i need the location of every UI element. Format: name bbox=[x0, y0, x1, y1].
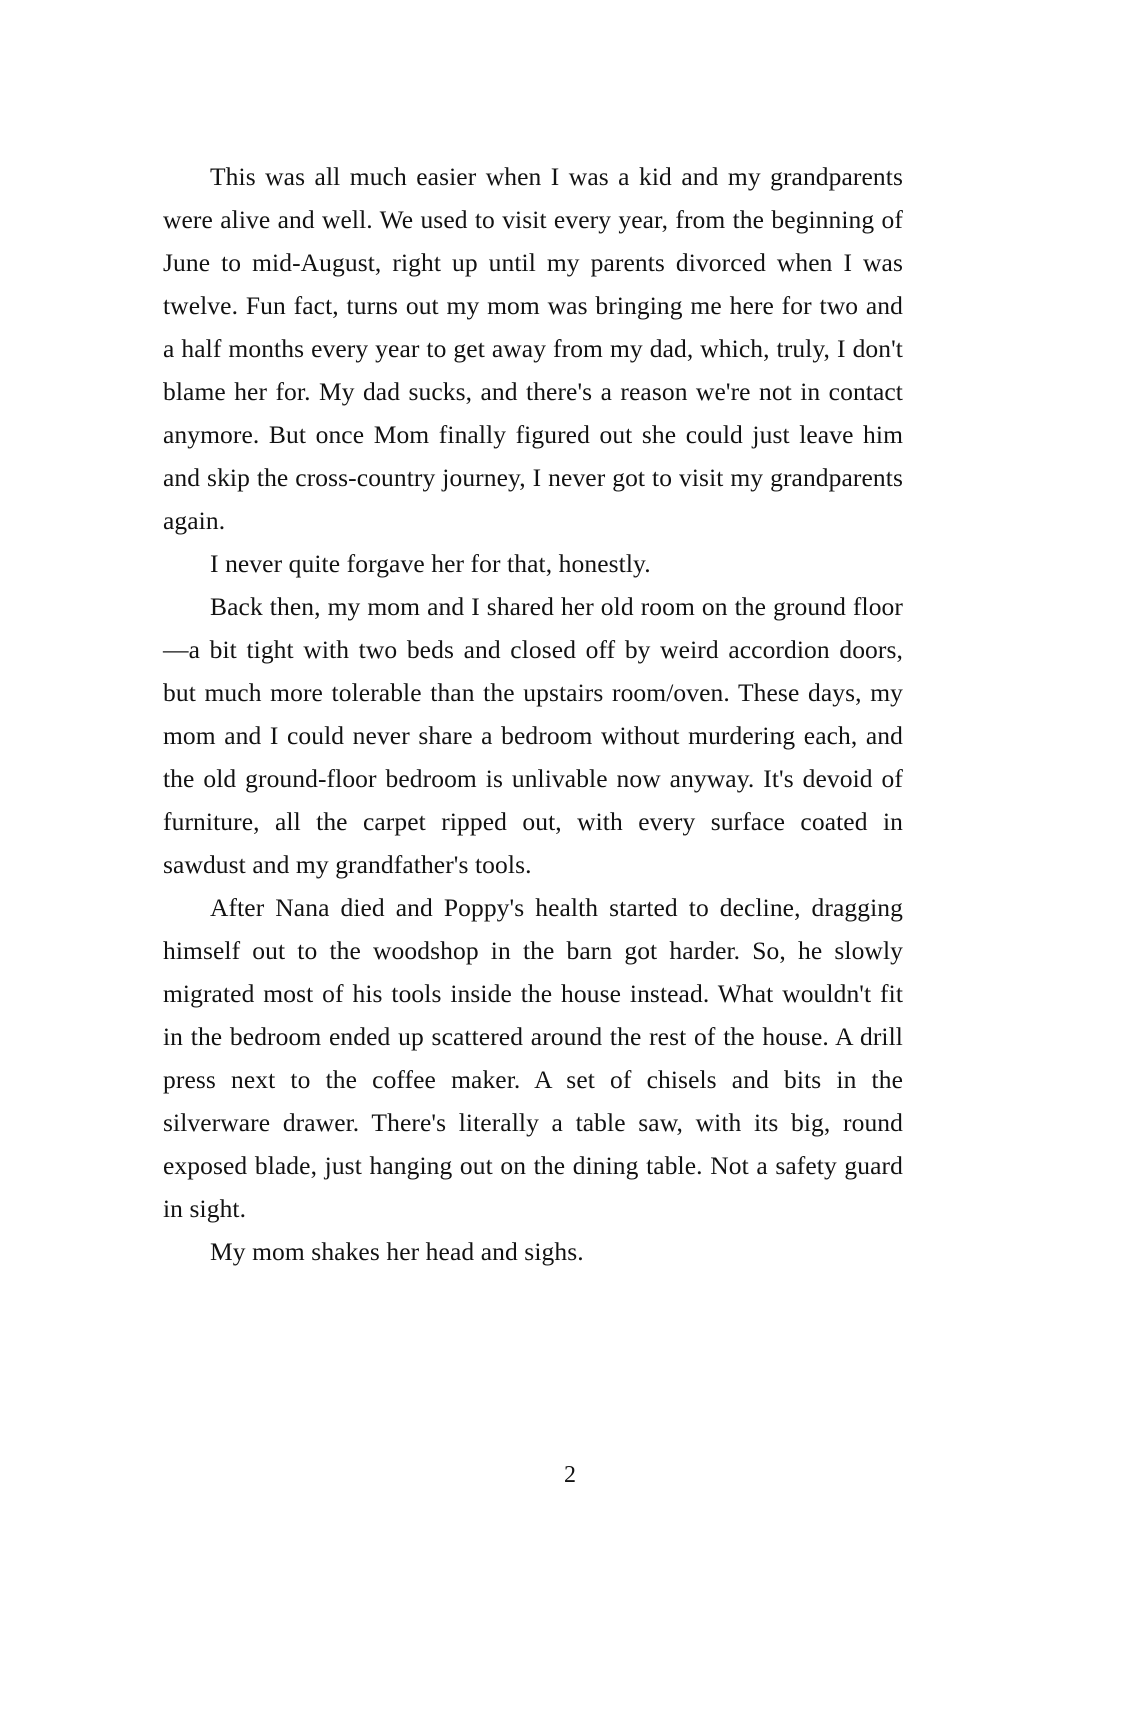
paragraph-4: After Nana died and Poppy's health started to decline, dragging himself out to the woodshop in the barn got harder. So, he slowly migrated most of his tools inside the house instead. What wouldn't fit in the bedroom ended up scattered around the rest of the house. A drill press next to the coffee maker. A set of chisels and bits in the silverware drawer. There's literally a table saw, with its big, round exposed blade, just hanging out on the dining table. Not a safety guard in sight. bbox=[163, 893, 903, 1223]
body-text bbox=[163, 155, 903, 1273]
paragraph-2: I never quite forgave her for that, honestly. bbox=[210, 549, 651, 578]
paragraph-5: My mom shakes her head and sighs. bbox=[210, 1237, 584, 1266]
paragraph-3: Back then, my mom and I shared her old room on the ground floor—a bit tight with two beds and closed off by weird accordion doors, but much more tolerable than the upstairs room/oven. These days, my mom and I could never share a bedroom without murdering each, and the old ground-floor bedroom is unlivable now anyway. It's devoid of furniture, all the carpet ripped out, with every surface coated in sawdust and my grandfather's tools. bbox=[163, 592, 903, 879]
page-number: 2 bbox=[564, 1462, 576, 1488]
paragraph-1: This was all much easier when I was a kid and my grandparents were alive and well. We used to visit every year, from the beginning of June to mid-August, right up until my parents divorced when I was twelve. Fun fact, turns out my mom was bringing me here for two and a half months every year to get away from my dad, which, truly, I don't blame her for. My dad sucks, and there's a reason we're not in contact anymore. But once Mom finally figured out she could just leave him and skip the cross-country journey, I never got to visit my grandparents again. bbox=[163, 162, 903, 535]
